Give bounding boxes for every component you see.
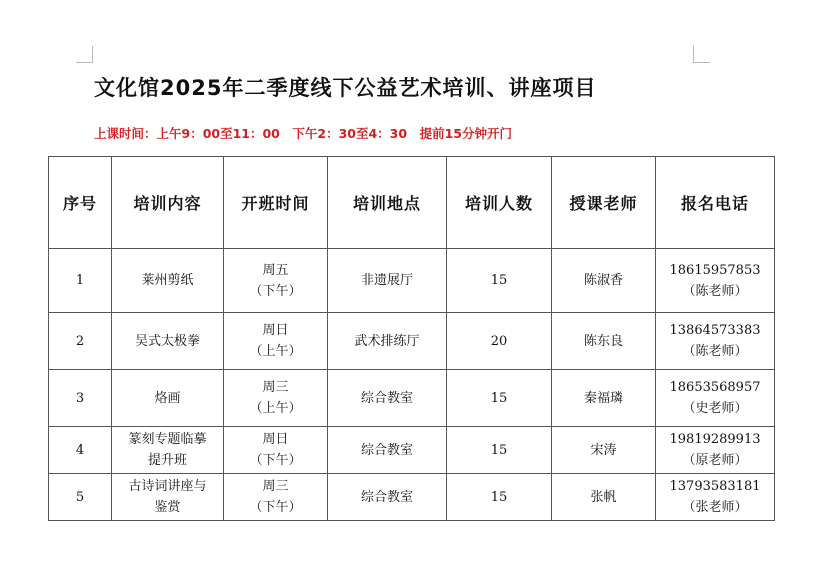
phone-number: 13793583181 (669, 479, 761, 494)
header-number: 序号 (49, 157, 112, 249)
time-day: 周三 (262, 479, 289, 494)
phone-number: 18615957853 (669, 262, 761, 278)
cell-number: 5 (49, 474, 112, 521)
table-row (49, 370, 775, 427)
time-day: 周日 (262, 323, 289, 338)
phone-contact: （张老师） (682, 500, 748, 515)
time-period: （下午） (249, 453, 302, 468)
class-time-note: 上课时间：上午9：00至11：00 下午2：30至4：30 提前15分钟开门 (94, 126, 512, 141)
cell-location: 武术排练厅 (328, 313, 447, 370)
cell-content (112, 474, 224, 521)
phone-contact: （陈老师） (682, 283, 748, 299)
cell-capacity: 15 (447, 249, 552, 313)
cell-start-time (224, 370, 328, 427)
page-corner-mark-right (693, 46, 710, 63)
cell-capacity: 15 (447, 370, 552, 427)
table-row (49, 474, 775, 521)
phone-number: 18653568957 (669, 380, 761, 395)
cell-content (112, 370, 224, 427)
table-row (49, 249, 775, 313)
content-line-2: 鉴赏 (154, 500, 181, 515)
content-line-1: 吴式太极拳 (134, 333, 200, 349)
cell-teacher: 秦福璘 (552, 370, 656, 427)
cell-content (112, 249, 224, 313)
cell-location: 综合教室 (328, 427, 447, 474)
time-period: （下午） (249, 283, 302, 299)
cell-phone (656, 474, 775, 521)
time-day: 周三 (262, 380, 289, 395)
cell-capacity: 20 (447, 313, 552, 370)
content-line-2: 提升班 (147, 453, 187, 468)
cell-teacher: 陈淑香 (552, 249, 656, 313)
header-start-time: 开班时间 (224, 157, 328, 249)
cell-start-time (224, 427, 328, 474)
cell-phone (656, 313, 775, 370)
page-corner-mark-left (76, 46, 93, 63)
content-line-1: 篆刻专题临摹 (128, 432, 207, 447)
cell-content (112, 427, 224, 474)
cell-teacher: 张帆 (552, 474, 656, 521)
cell-number: 4 (49, 427, 112, 474)
time-day: 周五 (262, 262, 289, 278)
cell-phone (656, 249, 775, 313)
cell-number: 3 (49, 370, 112, 427)
cell-start-time (224, 313, 328, 370)
header-capacity: 培训人数 (447, 157, 552, 249)
content-line-1: 古诗词讲座与 (128, 479, 207, 494)
time-period: （下午） (249, 500, 302, 515)
cell-teacher: 宋涛 (552, 427, 656, 474)
cell-number: 2 (49, 313, 112, 370)
cell-location: 综合教室 (328, 474, 447, 521)
phone-contact: （陈老师） (682, 344, 748, 359)
header-phone: 报名电话 (656, 157, 775, 249)
cell-phone (656, 370, 775, 427)
cell-teacher: 陈东良 (552, 313, 656, 370)
header-location: 培训地点 (328, 157, 447, 249)
phone-contact: （原老师） (682, 453, 748, 468)
header-content: 培训内容 (112, 157, 224, 249)
cell-start-time (224, 249, 328, 313)
table-row (49, 313, 775, 370)
phone-number: 13864573383 (669, 323, 761, 338)
cell-content (112, 313, 224, 370)
content-line-1: 莱州剪纸 (141, 273, 194, 288)
header-teacher: 授课老师 (552, 157, 656, 249)
phone-number: 19819289913 (669, 432, 761, 447)
cell-start-time (224, 474, 328, 521)
table-header-row (49, 157, 775, 249)
time-period: （上午） (249, 344, 302, 359)
cell-phone (656, 427, 775, 474)
cell-location: 非遗展厅 (328, 249, 447, 313)
cell-capacity: 15 (447, 474, 552, 521)
course-table (48, 156, 775, 521)
document-title: 文化馆2025年二季度线下公益艺术培训、讲座项目 (94, 76, 597, 100)
phone-contact: （史老师） (682, 401, 748, 416)
time-period: （上午） (249, 401, 302, 416)
cell-capacity: 15 (447, 427, 552, 474)
table-row (49, 427, 775, 474)
content-line-1: 烙画 (154, 390, 181, 406)
time-day: 周日 (262, 432, 289, 447)
cell-number: 1 (49, 249, 112, 313)
cell-location: 综合教室 (328, 370, 447, 427)
